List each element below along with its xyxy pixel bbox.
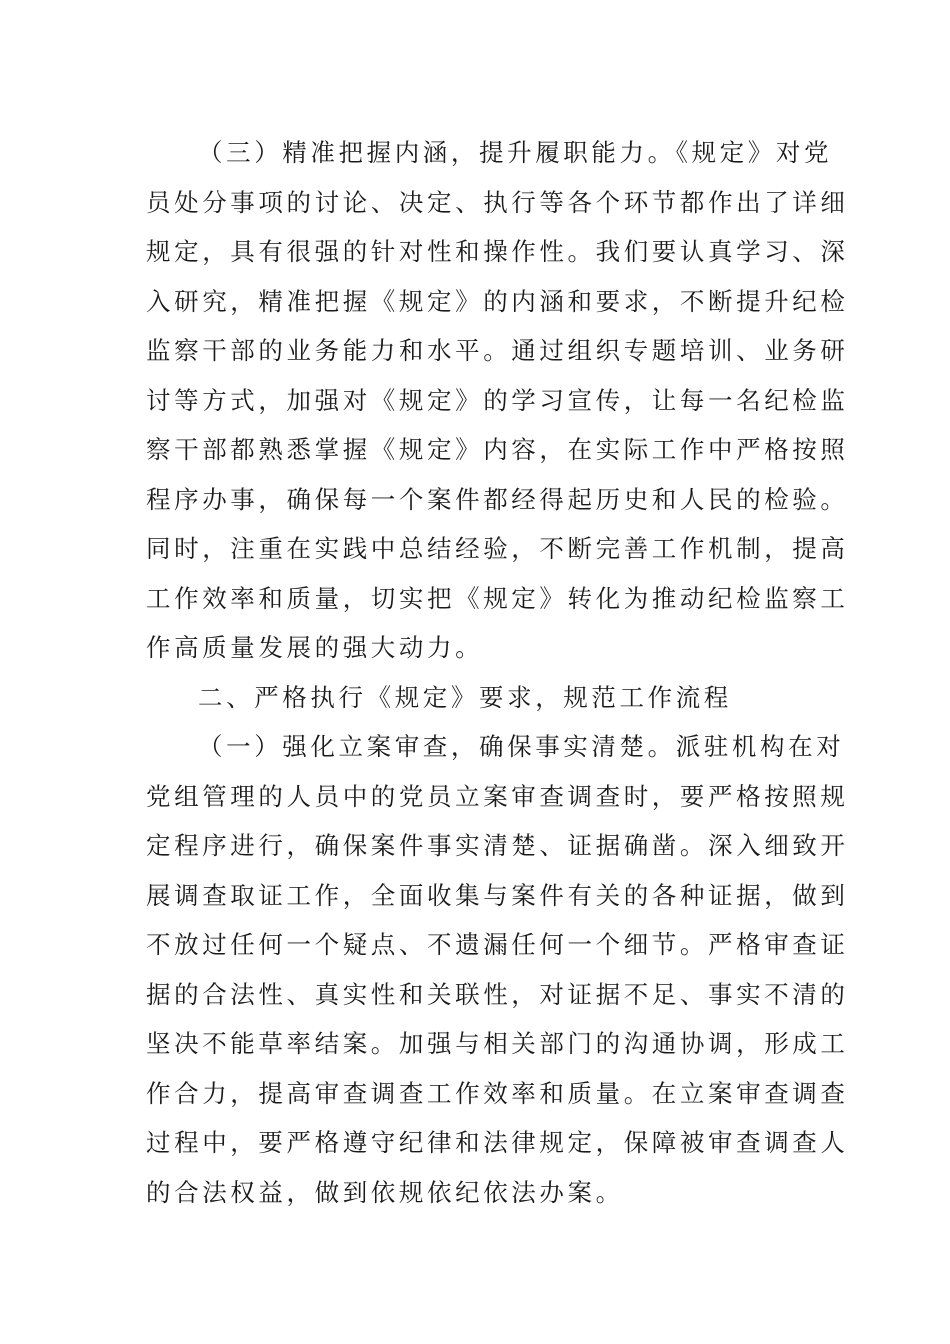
- paragraph-line: 同时，注重在实践中总结经验，不断完善工作机制，提高: [146, 534, 849, 563]
- paragraph-line: 坚决不能草率结案。加强与相关部门的沟通协调，形成工: [146, 1029, 849, 1058]
- paragraph-line: （三）精准把握内涵，提升履职能力。《规定》对党: [198, 138, 833, 167]
- paragraph-line: 讨等方式，加强对《规定》的学习宣传，让每一名纪检监: [146, 385, 849, 415]
- paragraph-line: 程序办事，确保每一个案件都经得起历史和人民的检验。: [146, 484, 849, 514]
- paragraph-line: 员处分事项的讨论、决定、执行等各个环节都作出了详细: [146, 187, 849, 217]
- paragraph-line: 入研究，精准把握《规定》的内涵和要求，不断提升纪检: [146, 286, 849, 316]
- paragraph-line: 据的合法性、真实性和关联性，对证据不足、事实不清的: [146, 979, 849, 1009]
- section-heading: 二、严格执行《规定》要求，规范工作流程: [198, 682, 732, 712]
- paragraph-line: 作合力，提高审查调查工作效率和质量。在立案审查调查: [146, 1078, 849, 1108]
- document-body: [146, 128, 849, 1217]
- paragraph-line: 定程序进行，确保案件事实清楚、证据确凿。深入细致开: [146, 831, 849, 860]
- paragraph-line: 察干部都熟悉掌握《规定》内容，在实际工作中严格按照: [146, 435, 849, 464]
- paragraph-line: 的合法权益，做到依规依纪依法办案。: [146, 1177, 624, 1207]
- paragraph-line: 不放过任何一个疑点、不遗漏任何一个细节。严格审查证: [146, 930, 849, 959]
- paragraph-line: 作高质量发展的强大动力。: [146, 633, 484, 662]
- paragraph-line: 监察干部的业务能力和水平。通过组织专题培训、业务研: [146, 336, 849, 365]
- paragraph-line: 党组管理的人员中的党员立案审查调查时，要严格按照规: [146, 781, 849, 811]
- paragraph-line: （一）强化立案审查，确保事实清楚。派驻机构在对: [198, 732, 845, 761]
- paragraph-line: 工作效率和质量，切实把《规定》转化为推动纪检监察工: [146, 583, 849, 613]
- paragraph-line: 过程中，要严格遵守纪律和法律规定，保障被审查调查人: [146, 1128, 849, 1157]
- paragraph-line: 规定，具有很强的针对性和操作性。我们要认真学习、深: [146, 237, 849, 266]
- paragraph-line: 展调查取证工作，全面收集与案件有关的各种证据，做到: [146, 880, 849, 910]
